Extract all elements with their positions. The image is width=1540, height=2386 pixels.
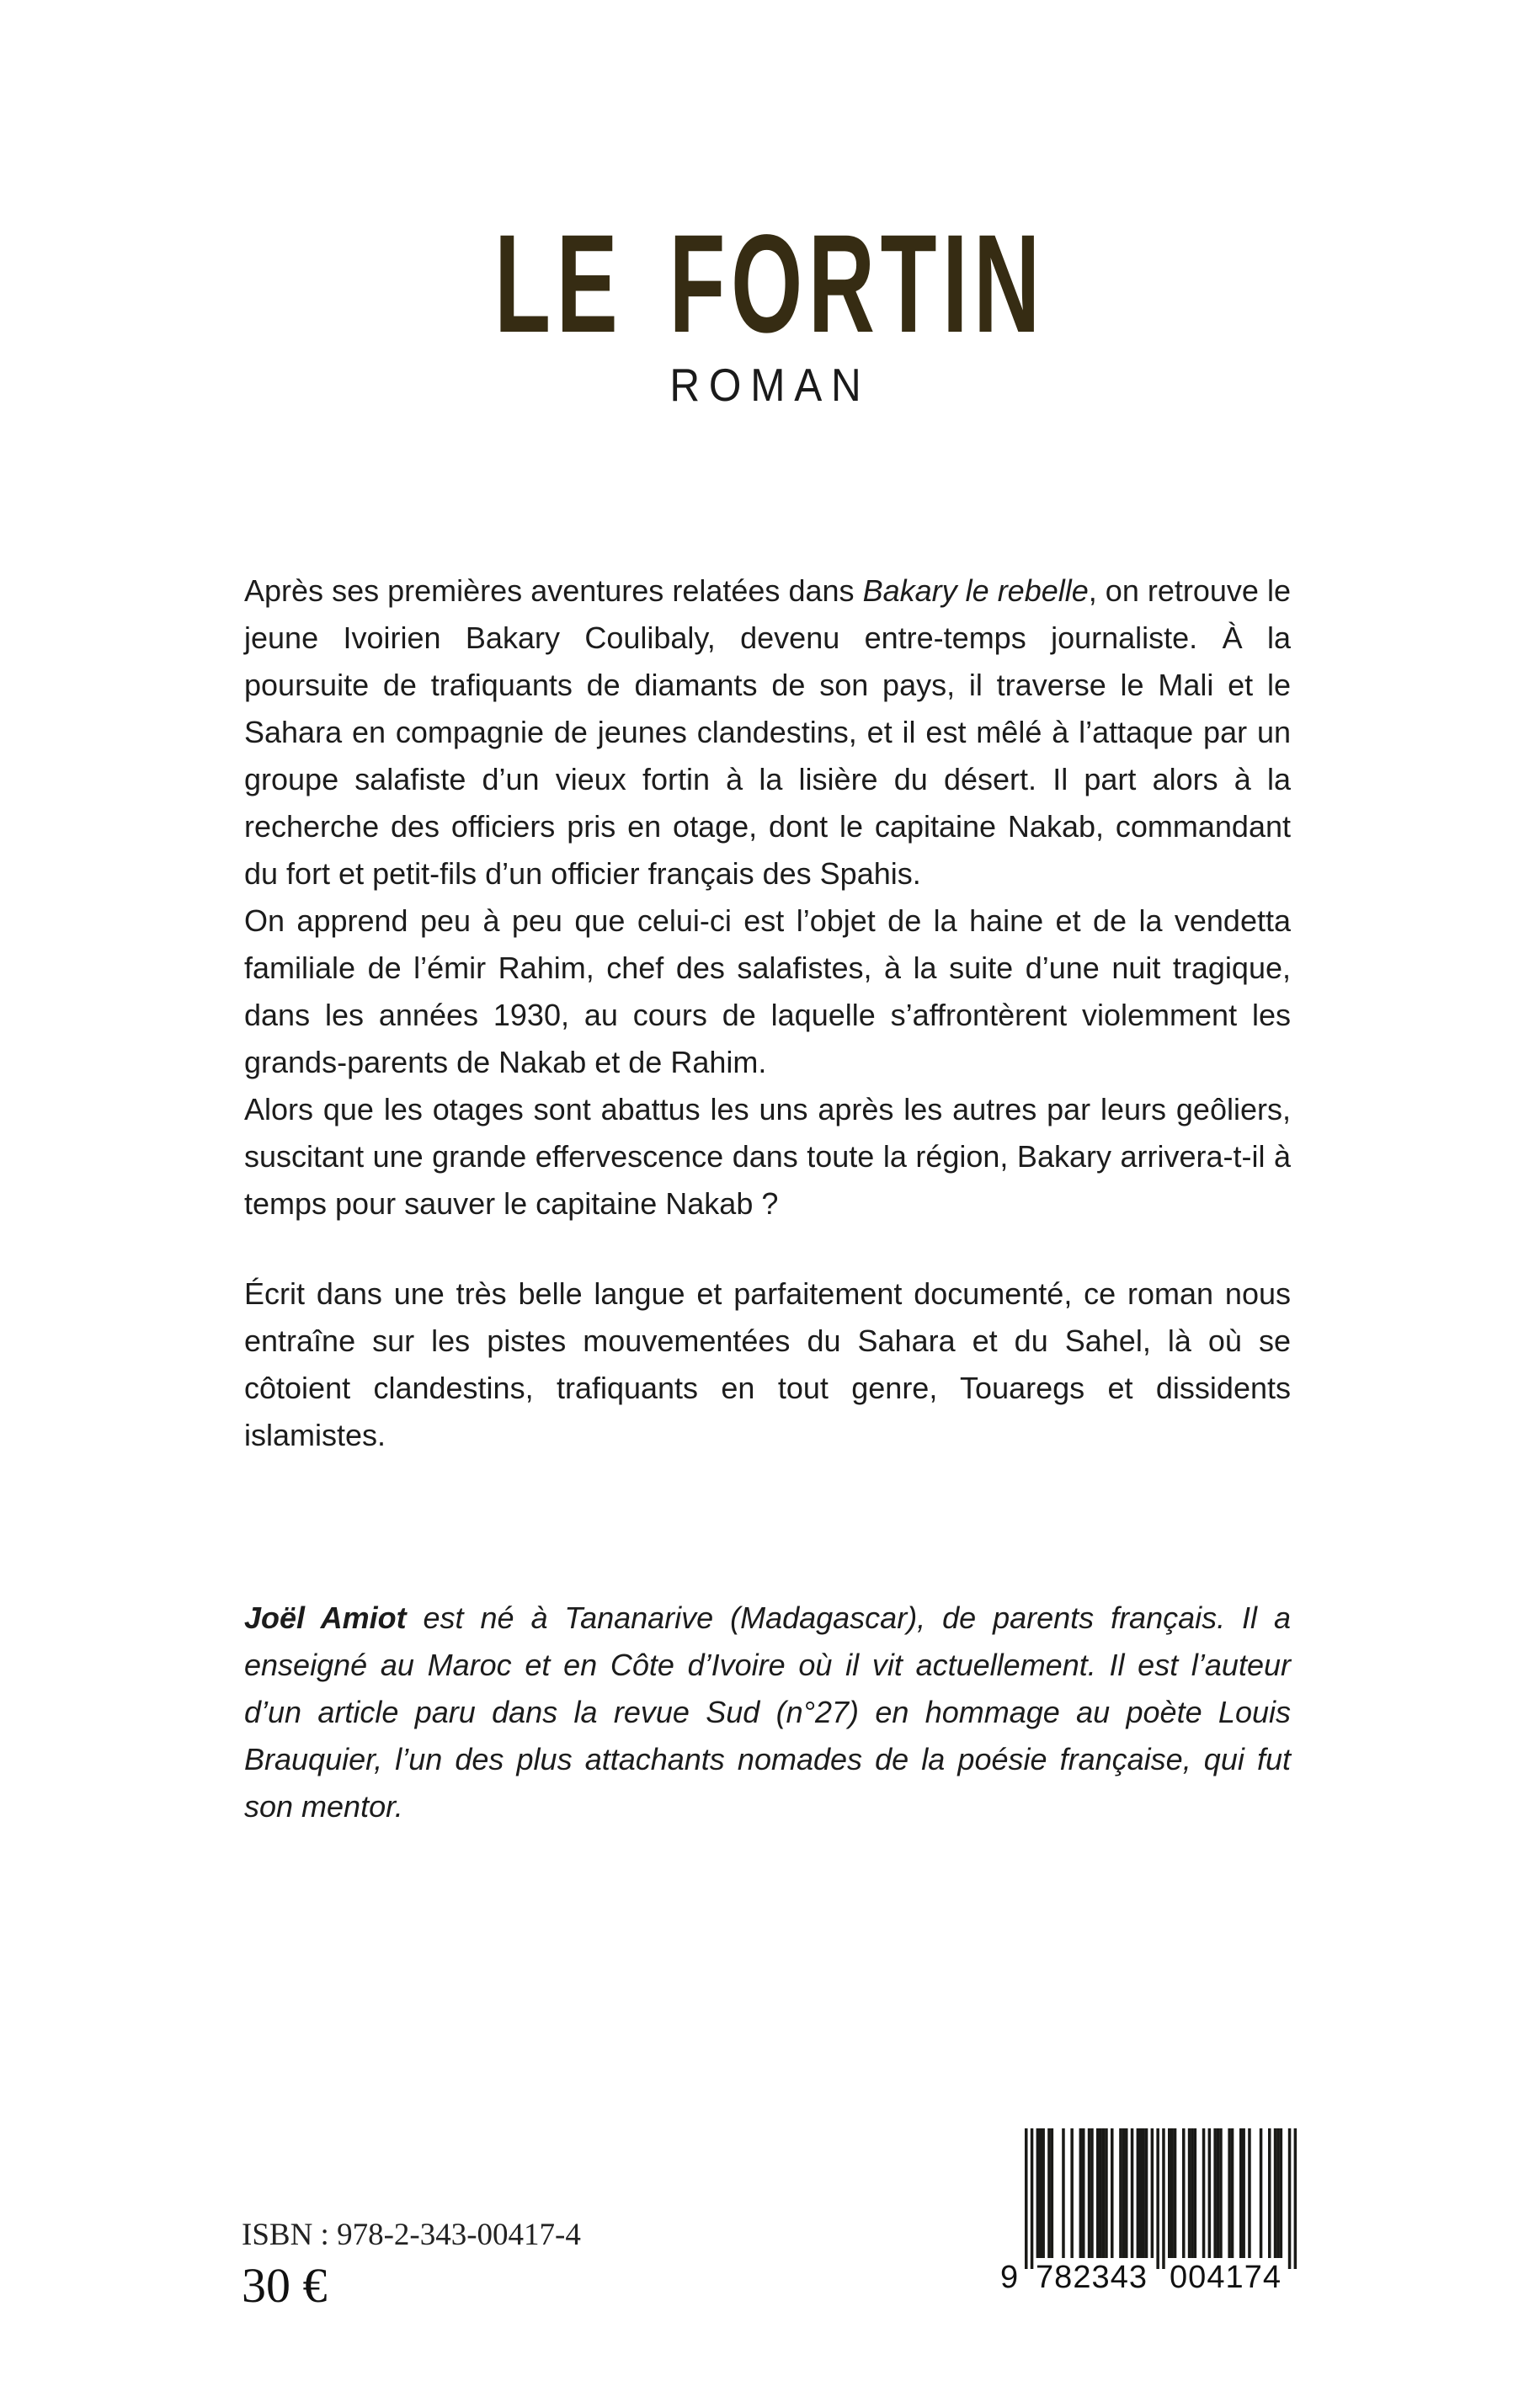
barcode-bar: [1131, 2128, 1134, 2258]
barcode-bar: [1156, 2128, 1159, 2269]
barcode-bar: [1025, 2128, 1028, 2269]
barcode-bar: [1051, 2128, 1054, 2258]
barcode-bar: [1090, 2128, 1094, 2258]
text-segment: Alors que les otages sont abattus les uns après les autres par leurs geôliers, suscitant une grande effervescence dans toute la région, Bakary arrivera-t-il à temps pour sauver le capitaine Nakab ?: [244, 1092, 1291, 1221]
barcode-bars: [1025, 2128, 1297, 2269]
barcode-bar: [1139, 2128, 1143, 2258]
barcode-bar: [1082, 2128, 1085, 2258]
barcode-bar: [1260, 2128, 1263, 2258]
barcode-bar: [1219, 2128, 1223, 2258]
text-segment: , on retrouve le jeune Ivoirien Bakary Coulibaly, devenu entre-temps journaliste. À la poursuite de trafiquants de diamants de son pays, il traverse le Mali et le Sahara en compagnie de jeunes clandestins, et il est mêlé à l’attaque par un groupe salafiste d’un vieux fortin à la lisière du désert. Il part alors à la recherche des officiers pris en otage, dont le capitaine Nakab, commandant du fort et petit-fils d’un officier français des Spahis.: [244, 573, 1291, 891]
barcode-bar: [1125, 2128, 1128, 2258]
price-text: 30 €: [242, 2258, 328, 2313]
synopsis-paragraph: [244, 897, 1291, 1086]
barcode-bar: [1145, 2128, 1148, 2258]
barcode-bar: [1242, 2128, 1245, 2258]
barcode-bar: [1096, 2128, 1100, 2258]
barcode-first-digit: 9: [1000, 2260, 1019, 2293]
barcode-bar: [1213, 2128, 1217, 2258]
barcode-left-digits: 782343: [1036, 2260, 1147, 2293]
barcode-bar: [1142, 2128, 1145, 2258]
barcode-bar: [1062, 2128, 1065, 2258]
author-bio-block: [244, 1595, 1291, 1830]
barcode-bar: [1174, 2128, 1177, 2258]
barcode-bar: [1280, 2128, 1283, 2258]
barcode-bar: [1137, 2128, 1140, 2258]
text-segment: Écrit dans une très belle langue et parfaitement documenté, ce roman nous entraîne sur les pistes mouvementées du Sahara et du Sahel, là où se côtoient clandestins, trafiquants en tout genre, Touaregs et dissidents islamistes.: [244, 1276, 1291, 1452]
barcode-bar: [1099, 2128, 1102, 2258]
barcode-bar: [1162, 2128, 1165, 2269]
barcode-bar: [1276, 2128, 1280, 2258]
barcode-bar: [1036, 2128, 1040, 2258]
book-title: LE FORTIN: [494, 206, 1046, 362]
barcode-bar: [1031, 2128, 1034, 2269]
text-segment: Bakary le rebelle: [862, 573, 1089, 608]
barcode-bar: [1122, 2128, 1126, 2258]
text-segment: Après ses premières aventures relatées dans: [244, 573, 863, 608]
barcode-bar: [1231, 2128, 1234, 2258]
barcode-bar: [1274, 2128, 1277, 2258]
barcode-bar: [1188, 2128, 1191, 2258]
barcode-bar: [1191, 2128, 1194, 2258]
barcode-bar: [1208, 2128, 1212, 2258]
barcode-bar: [1228, 2128, 1231, 2258]
barcode-bar: [1194, 2128, 1197, 2258]
barcode-bar: [1102, 2128, 1106, 2258]
barcode-bar: [1042, 2128, 1045, 2258]
barcode-bar: [1070, 2128, 1074, 2258]
barcode-bar: [1111, 2128, 1114, 2258]
barcode-bar: [1151, 2128, 1154, 2258]
barcode-bar: [1182, 2128, 1186, 2258]
isbn-text: ISBN : 978-2-343-00417-4: [242, 2218, 581, 2252]
barcode-bar: [1119, 2128, 1122, 2258]
text-segment: Joël Amiot: [244, 1600, 407, 1635]
ean13-barcode: [995, 2128, 1298, 2293]
barcode-bar: [1088, 2128, 1091, 2258]
barcode-bar: [1170, 2128, 1174, 2258]
barcode-bar: [1217, 2128, 1220, 2258]
barcode-bar: [1239, 2128, 1243, 2258]
synopsis-paragraph: [244, 1086, 1291, 1228]
book-genre-label: ROMAN: [669, 359, 871, 411]
barcode-bar: [1039, 2128, 1042, 2258]
barcode-bar: [1202, 2128, 1206, 2258]
barcode-bar: [1288, 2128, 1292, 2269]
text-segment: est né à Tananarive (Madagascar), de parents français. Il a enseigné au Maroc et en Côte d’Ivoire où il vit actuellement. Il est l’auteur d’un article paru dans la revue Sud (n°27) en hommage au poète Louis Brauquier, l’un des plus attachants nomades de la poésie française, qui fut son mentor.: [244, 1600, 1291, 1824]
barcode-bar: [1047, 2128, 1051, 2258]
barcode-bar: [1105, 2128, 1108, 2258]
barcode-bar: [1248, 2128, 1251, 2258]
text-segment: On apprend peu à peu que celui-ci est l’objet de la haine et de la vendetta familiale de l’émir Rahim, chef des salafistes, à la suite d’une nuit tragique, dans les années 1930, au cours de laquelle s’affrontèrent violemment les grands-parents de Nakab et de Rahim.: [244, 903, 1291, 1079]
barcode-bar: [1268, 2128, 1271, 2258]
synopsis-paragraph: [244, 567, 1291, 897]
barcode-bar: [1168, 2128, 1171, 2258]
barcode-bar: [1294, 2128, 1298, 2269]
barcode-right-digits: 004174: [1170, 2260, 1281, 2293]
barcode-bar: [1079, 2128, 1083, 2258]
author-bio-paragraph: [244, 1595, 1291, 1830]
synopsis-paragraph: [244, 1270, 1291, 1459]
synopsis-block: [244, 567, 1291, 1459]
